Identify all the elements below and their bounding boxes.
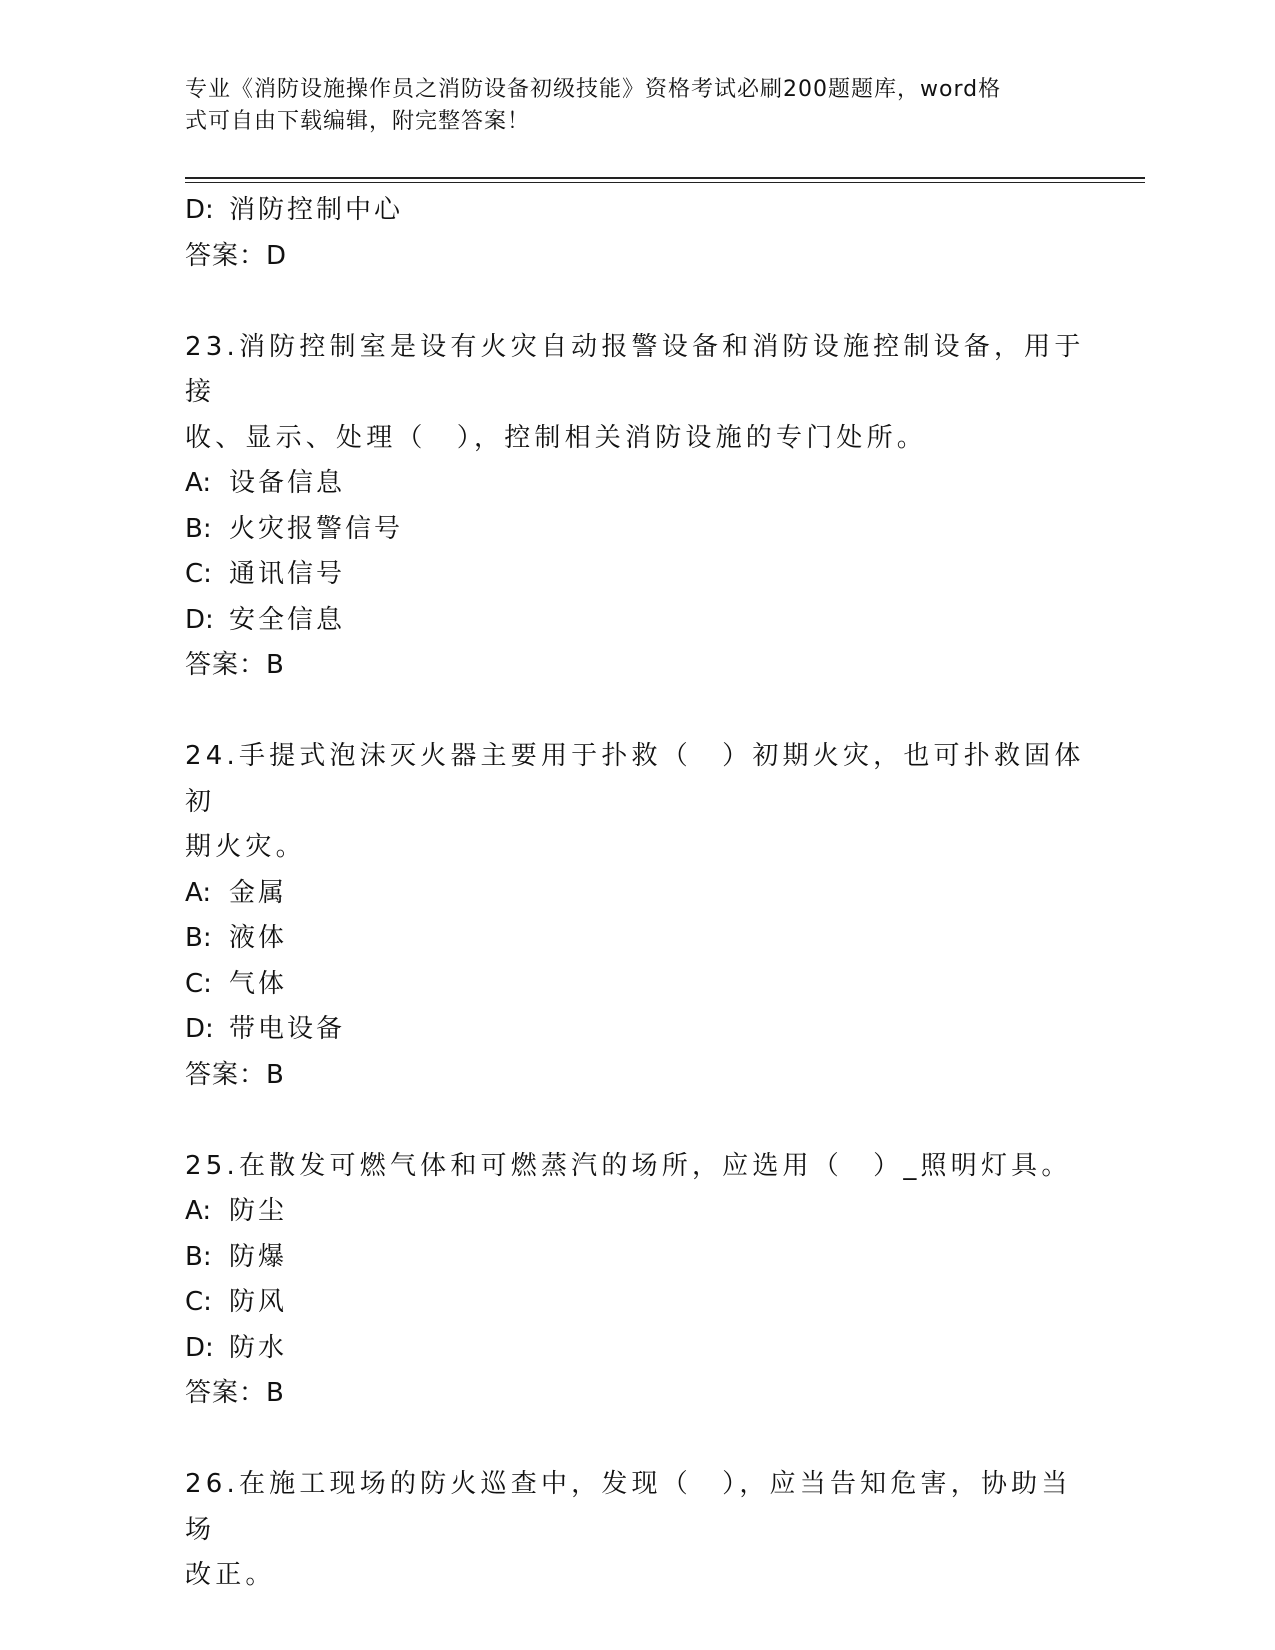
- question-23: [185, 325, 1085, 689]
- answer-line: 答案：D: [185, 240, 288, 271]
- option-text: 液体: [229, 923, 288, 953]
- header-line-2: 式可自由下载编辑，附完整答案！: [185, 109, 531, 134]
- spacer: [185, 689, 1085, 735]
- question-stem-line: 改正。: [185, 1560, 276, 1590]
- spacer: [185, 279, 1085, 325]
- question-24: [185, 734, 1085, 1098]
- option-letter: D:: [185, 1332, 214, 1363]
- question-stem-line: 26.在施工现场的防火巡查中，发现（ ），应当告知危害，协助当场: [185, 1469, 1072, 1545]
- question-25: [185, 1144, 1085, 1417]
- option-letter: A:: [185, 1196, 212, 1226]
- option-a: [185, 1189, 1085, 1235]
- option-text: 金属: [229, 877, 288, 908]
- option-letter: B:: [185, 513, 212, 544]
- option-letter: C:: [185, 1287, 212, 1317]
- option-c: [185, 552, 1085, 598]
- header-divider-top: [185, 177, 1145, 179]
- option-text: 设备信息: [229, 468, 346, 498]
- question-stem-line: 24.手提式泡沫灭火器主要用于扑救（ ）初期火灾，也可扑救固体初: [185, 741, 1085, 817]
- option-text: 防水: [229, 1332, 288, 1363]
- page-header: [185, 74, 1065, 138]
- option-letter: B:: [185, 923, 212, 953]
- option-letter: A:: [185, 468, 212, 498]
- option-c: [185, 962, 1085, 1008]
- answer-line: 答案：B: [185, 650, 285, 680]
- question-26: [185, 1462, 1085, 1599]
- option-text: 消防控制中心: [229, 195, 404, 225]
- option-c: [185, 1280, 1085, 1326]
- option-a: [185, 461, 1085, 507]
- option-d: [185, 598, 1085, 644]
- option-b: [185, 507, 1085, 553]
- option-d: [185, 188, 1085, 234]
- option-a: [185, 871, 1085, 917]
- document-body: [185, 188, 1085, 1599]
- answer-line: 答案：B: [185, 1378, 285, 1408]
- option-letter: D:: [185, 1014, 214, 1044]
- option-letter: D:: [185, 604, 214, 635]
- option-b: [185, 1235, 1085, 1281]
- option-text: 火灾报警信号: [229, 513, 404, 544]
- header-line-1: 专业《消防设施操作员之消防设备初级技能》资格考试必刷200题题库，word格: [185, 77, 1002, 102]
- option-text: 防爆: [229, 1241, 288, 1272]
- option-letter: A:: [185, 877, 212, 908]
- question-stem-line: 23.消防控制室是设有火灾自动报警设备和消防设施控制设备，用于接: [185, 331, 1085, 407]
- option-letter: C:: [185, 559, 212, 589]
- option-text: 通讯信号: [229, 559, 346, 589]
- option-text: 气体: [229, 968, 288, 999]
- question-stem-line: 期火灾。: [185, 832, 306, 862]
- option-letter: C:: [185, 968, 212, 999]
- spacer: [185, 1417, 1085, 1463]
- option-text: 带电设备: [229, 1014, 346, 1044]
- spacer: [185, 1098, 1085, 1144]
- question-stem-line: 25.在散发可燃气体和可燃蒸汽的场所，应选用（ ）_照明灯具。: [185, 1150, 1072, 1181]
- answer-line: 答案：B: [185, 1059, 285, 1090]
- header-divider-bottom: [185, 182, 1145, 183]
- question-stem-line: 收、显示、处理（ ），控制相关消防设施的专门处所。: [185, 422, 928, 453]
- option-d: [185, 1007, 1085, 1053]
- option-text: 防尘: [229, 1196, 288, 1226]
- option-letter: D:: [185, 195, 214, 225]
- option-text: 防风: [229, 1287, 288, 1317]
- option-letter: B:: [185, 1241, 212, 1272]
- option-text: 安全信息: [229, 604, 346, 635]
- option-d: [185, 1326, 1085, 1372]
- option-b: [185, 916, 1085, 962]
